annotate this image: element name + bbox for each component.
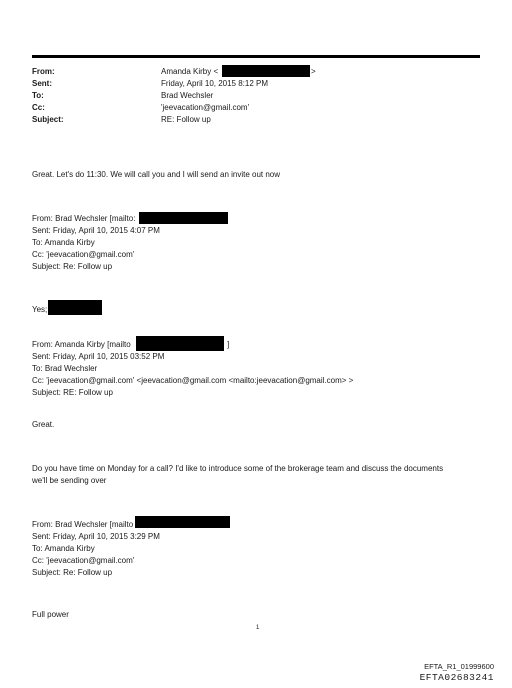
subject-label: Subject:: [32, 115, 64, 124]
q1-from: From: Brad Wechsler [mailto:: [32, 214, 136, 223]
q3-sent: Sent: Friday, April 10, 2015 3:29 PM: [32, 532, 160, 541]
cc-value: 'jeevacation@gmail.com': [161, 103, 250, 112]
q2-body-2-line-2: we'll be sending over: [32, 476, 107, 485]
q2-body-1: Great.: [32, 420, 55, 429]
from-label: From:: [32, 67, 55, 76]
bates-number-2: EFTA02683241: [419, 672, 494, 683]
page-number: 1: [256, 625, 260, 631]
q1-sent: Sent: Friday, April 10, 2015 4:07 PM: [32, 226, 160, 235]
q2-to: To: Brad Wechsler: [32, 364, 98, 373]
q1-body: Yes;: [32, 305, 48, 314]
q3-from: From: Brad Wechsler [mailto: [32, 520, 134, 529]
q1-cc: Cc: 'jeevacation@gmail.com': [32, 250, 135, 259]
to-label: To:: [32, 91, 44, 100]
q2-sent: Sent: Friday, April 10, 2015 03:52 PM: [32, 352, 165, 361]
redaction-box: [136, 336, 224, 351]
header-rule: [32, 55, 480, 58]
q2-body-2-line-1: Do you have time on Monday for a call? I'd like to introduce some of the brokerage team and discuss the documents: [32, 464, 444, 473]
bates-number-1: EFTA_R1_01999600: [424, 662, 494, 671]
redaction-box: [48, 300, 102, 315]
sent-label: Sent:: [32, 79, 52, 88]
q2-subject: Subject: RE: Follow up: [32, 388, 113, 397]
q3-to: To: Amanda Kirby: [32, 544, 95, 553]
q3-body: Full power: [32, 610, 69, 619]
redaction-box: [139, 212, 228, 224]
cc-label: Cc:: [32, 103, 45, 112]
q2-from: From: Amanda Kirby [mailto: [32, 340, 131, 349]
q1-to: To: Amanda Kirby: [32, 238, 95, 247]
q2-cc: Cc: 'jeevacation@gmail.com' <jeevacation@gmail.com <mailto:jeevacation@gmail.com> >: [32, 376, 354, 385]
q3-cc: Cc: 'jeevacation@gmail.com': [32, 556, 135, 565]
to-value: Brad Wechsler: [161, 91, 214, 100]
reply-main: Great. Let's do 11:30. We will call you and I will send an invite out now: [32, 170, 281, 179]
q1-subject: Subject: Re: Follow up: [32, 262, 113, 271]
redaction-box: [222, 65, 310, 77]
from-value: Amanda Kirby <: [161, 67, 219, 76]
from-value-end: >: [311, 67, 316, 76]
sent-value: Friday, April 10, 2015 8:12 PM: [161, 79, 269, 88]
subject-value: RE: Follow up: [161, 115, 211, 124]
redaction-box: [135, 516, 230, 528]
q2-from-end: ]: [227, 340, 230, 349]
q3-subject: Subject: Re: Follow up: [32, 568, 113, 577]
